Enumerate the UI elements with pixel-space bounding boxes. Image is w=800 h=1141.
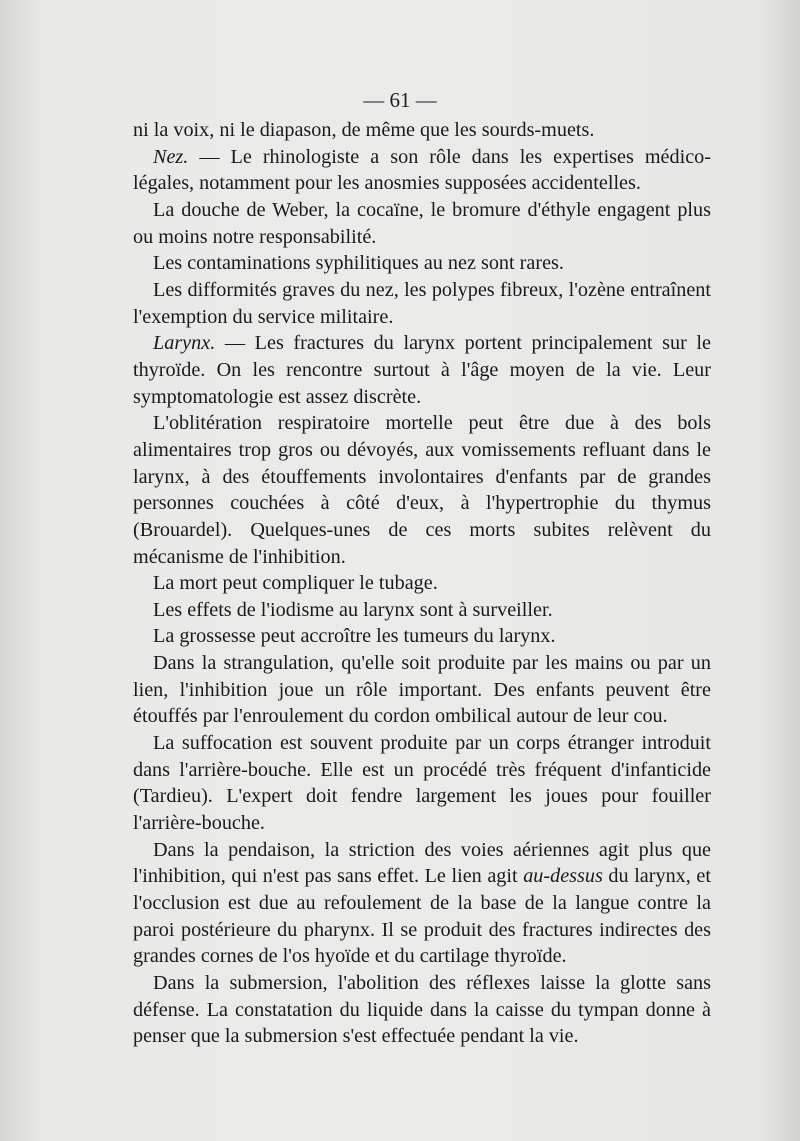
paragraph-p6 [133,330,711,410]
page-number: — 61 — [363,88,437,112]
text-run: — Le rhinologiste a son rôle dans les expertises médico-légales, notamment pour les anosmies supposées accidentelles. [133,145,711,195]
body-text [133,117,711,1050]
paragraph-p11 [133,650,711,730]
text-run: La douche de Weber, la cocaïne, le bromure d'éthyle engagent plus ou moins notre responsabilité. [133,198,711,248]
text-run: Dans la submersion, l'abolition des réflexes laisse la glotte sans défense. La constatation du liquide dans la caisse du tympan donne à penser que la submersion s'est effectuée pendant la vie. [133,972,711,1048]
paragraph-p10 [133,623,711,650]
paragraph-p12 [133,730,711,837]
text-run: Dans la pendaison, la striction des voies aériennes agit plus que l'inhibition, qui n'est pas sans effet. Le lien agit [133,838,711,888]
text-run: La grossesse peut accroître les tumeurs du larynx. [153,625,556,648]
text-run: Les difformités graves du nez, les polypes fibreux, l'ozène entraînent l'exemption du service militaire. [133,278,711,328]
italic-run: au-dessus [523,865,603,888]
text-run: — Les fractures du larynx portent principalement sur le thyroïde. On les rencontre surtout à l'âge moyen de la vie. Leur symptomatologie est assez discrète. [133,332,711,408]
paragraph-p3 [133,197,711,250]
text-run: La suffocation est souvent produite par un corps étranger introduit dans l'arrière-bouche. Elle est un procédé très fréquent d'infanticide (Tardieu). L'expert doit fendre largement les joues pour fouiller l'arrière-bouche. [133,732,711,835]
paragraph-p2 [133,144,711,197]
paragraph-p9 [133,597,711,624]
italic-run: Larynx. [153,332,216,355]
text-run: Les effets de l'iodisme au larynx sont à surveiller. [153,598,553,621]
text-run: L'oblitération respiratoire mortelle peut être due à des bols alimentaires trop gros ou dévoyés, aux vomissements refluant dans le larynx, à des étouffements involontaires d'enfants par de grandes personnes couchées à côté d'eux, à l'hypertrophie du thymus (Brouardel). Quelques-unes de ces morts subites relèvent du mécanisme de l'inhibition. [133,412,711,568]
paragraph-p13 [133,837,711,970]
paragraph-p1 [133,117,711,144]
paragraph-p7 [133,410,711,570]
text-run: Les contaminations syphilitiques au nez sont rares. [153,252,564,275]
text-run: du larynx, et l'occlusion est due au refoulement de la base de la langue contre la paroi postérieure du pharynx. Il se produit des fractures indirectes des grandes cornes de l'os hyoïde et du cartilage thyroïde. [133,865,711,968]
paragraph-p14 [133,970,711,1050]
text-run: ni la voix, ni le diapason, de même que les sourds-muets. [133,119,595,141]
text-run: La mort peut compliquer le tubage. [153,572,438,595]
text-run: Dans la strangulation, qu'elle soit produite par les mains ou par un lien, l'inhibition joue un rôle important. Des enfants peuvent être étouffés par l'enroulement du cordon ombilical autour de leur cou. [133,652,711,728]
italic-run: Nez. [153,145,189,168]
paragraph-p5 [133,277,711,330]
paragraph-p8 [133,570,711,597]
paragraph-p4 [133,250,711,277]
